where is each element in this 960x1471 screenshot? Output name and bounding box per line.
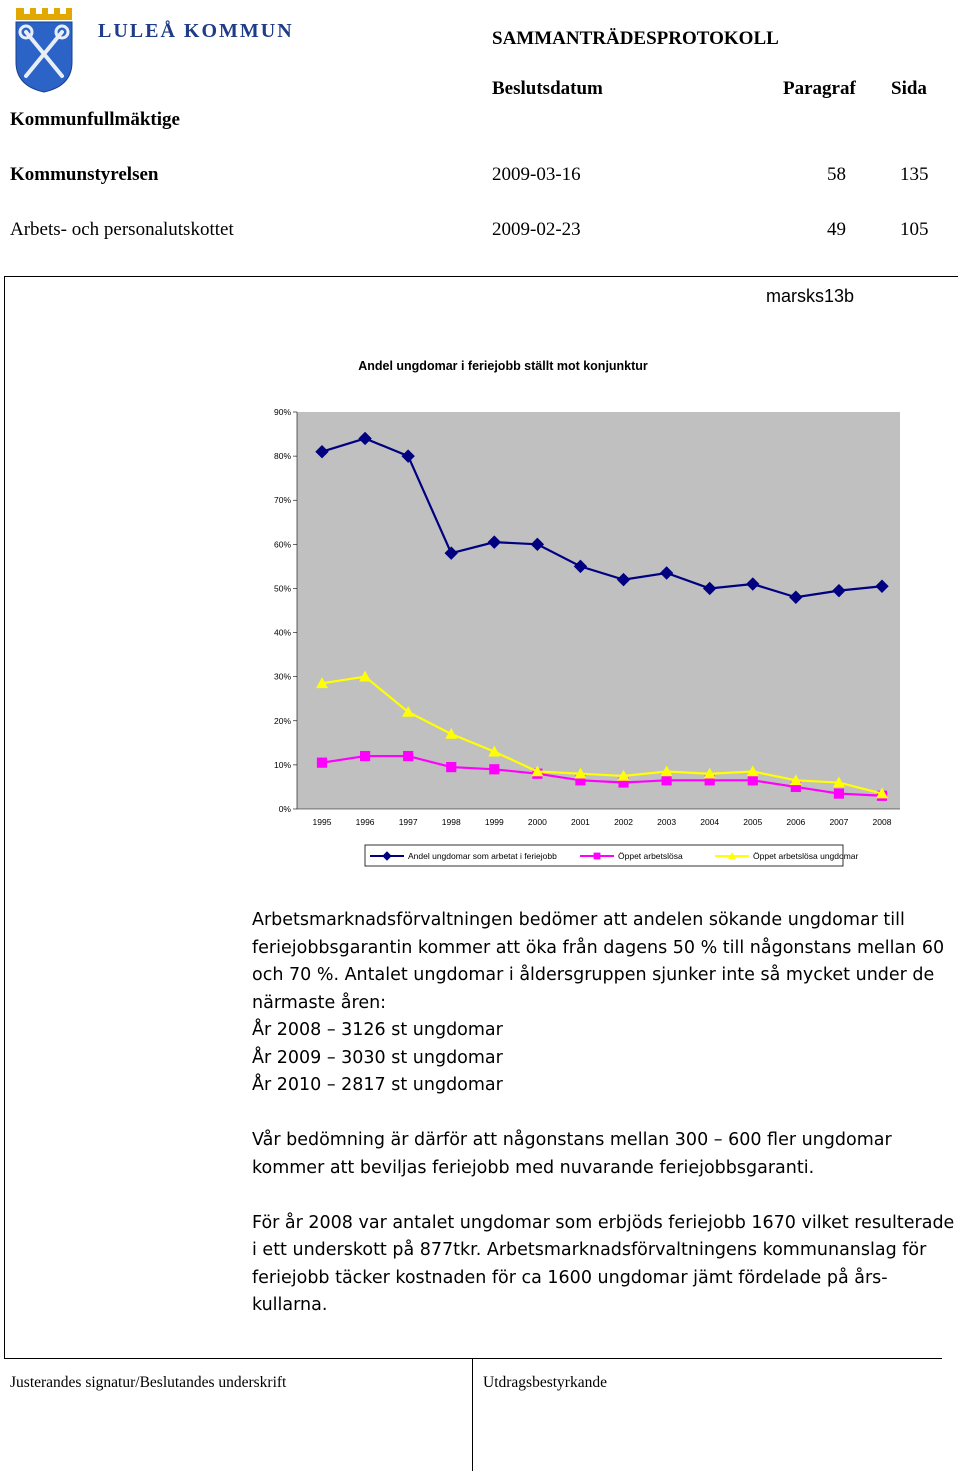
page-number: 105: [900, 219, 929, 240]
data-point: [834, 788, 844, 798]
y-axis: [274, 407, 297, 814]
x-tick-label: 1995: [312, 817, 332, 827]
data-point: [403, 751, 413, 761]
decision-date: 2009-02-23: [492, 219, 581, 240]
data-point: [748, 775, 758, 785]
body-name: Kommunstyrelsen: [10, 164, 159, 185]
y-tick-label: 80%: [273, 451, 291, 462]
x-tick-label: 1998: [441, 817, 461, 827]
data-point: [594, 853, 601, 860]
data-point: [360, 751, 370, 761]
x-tick-label: 2003: [657, 817, 677, 827]
x-axis: [297, 809, 900, 827]
document-reference: marsks13b: [766, 286, 855, 306]
legend-label: Öppet arbetslösa: [618, 851, 683, 861]
y-tick-label: 0%: [278, 804, 291, 814]
x-tick-label: 1997: [398, 817, 418, 827]
x-tick-label: 1999: [484, 817, 504, 827]
y-tick-label: 30%: [273, 671, 291, 682]
legend-label: Öppet arbetslösa ungdomar: [753, 851, 859, 861]
column-header-date: Beslutsdatum: [492, 78, 603, 99]
x-tick-label: 2007: [829, 817, 849, 827]
document-type: SAMMANTRÄDESPROTOKOLL: [492, 28, 779, 49]
column-header-page: Sida: [891, 78, 927, 99]
decision-date: 2009-03-16: [492, 164, 581, 185]
data-point: [446, 762, 456, 772]
x-tick-label: 2006: [786, 817, 806, 827]
y-tick-label: 10%: [273, 759, 291, 770]
body-text: [252, 907, 958, 1320]
paragraph-number: 49: [827, 219, 846, 240]
data-point: [489, 764, 499, 774]
legend-label: Andel ungdomar som arbetat i feriejobb: [408, 851, 557, 861]
paragraph: Arbetsmarknadsförvaltningen bedömer att andelen sökande ungdomar till feriejobbsgarantin kommer att öka från dagens 50 % till någonstans mellan 60 och 70 %. Antalet ungdomar i åldersgruppen sjunker inte så mycket under de närmaste åren:: [252, 910, 945, 1013]
paragraph: Vår bedömning är därför att någonstans mellan 300 – 600 fler ungdomar kommer att beviljas feriejobb med nuvarande feriejobbsgaranti.: [252, 1130, 892, 1178]
y-tick-label: 70%: [273, 495, 291, 506]
year-line: År 2008 – 3126 st ungdomar: [252, 1020, 503, 1040]
data-point: [317, 758, 327, 768]
data-point: [662, 775, 672, 785]
x-tick-label: 1996: [355, 817, 375, 827]
y-tick-label: 50%: [273, 583, 291, 594]
x-tick-label: 2005: [743, 817, 763, 827]
x-tick-label: 2002: [614, 817, 633, 827]
x-tick-label: 2004: [700, 817, 720, 827]
line-chart: [250, 340, 900, 880]
frame-left-line: [4, 276, 5, 1358]
extract-label: Utdragsbestyrkande: [483, 1374, 607, 1391]
y-tick-label: 60%: [273, 539, 291, 550]
paragraph-number: 58: [827, 164, 846, 185]
body-name: Arbets- och personalutskottet: [10, 219, 234, 240]
column-header-paragraph: Paragraf: [783, 78, 856, 99]
chart-svg: [250, 340, 900, 880]
plot-area: [297, 412, 900, 809]
year-line: År 2009 – 3030 st ungdomar: [252, 1047, 503, 1068]
page-number: 135: [900, 164, 929, 185]
footer-top-line: [4, 1358, 942, 1359]
x-tick-label: 2000: [527, 817, 547, 827]
year-line: År 2010 – 2817 st ungdomar: [252, 1075, 503, 1095]
footer-divider: [472, 1358, 473, 1471]
signature-label: Justerandes signatur/Beslutandes underskrift: [10, 1374, 287, 1391]
x-tick-label: 2008: [872, 817, 892, 827]
y-tick-label: 20%: [273, 715, 291, 726]
y-tick-label: 40%: [273, 627, 291, 638]
organization-name: LULEÅ KOMMUN: [98, 20, 294, 42]
y-tick-label: 90%: [273, 407, 291, 417]
frame-top-line: [4, 276, 958, 277]
chart-title: Andel ungdomar i feriejobb ställt mot konjunktur: [358, 359, 648, 373]
body-name: Kommunfullmäktige: [10, 109, 180, 130]
x-tick-label: 2001: [571, 817, 590, 827]
coat-of-arms-logo: [12, 4, 76, 94]
paragraph: För år 2008 var antalet ungdomar som erbjöds feriejobb 1670 vilket resulterade i ett underskott på 877tkr. Arbetsmarknadsförvaltningens kommunanslag för feriejobb täcker kostnaden för ca 1600 ungdomar jämt fördelade på års-kullarna.: [252, 1212, 955, 1315]
